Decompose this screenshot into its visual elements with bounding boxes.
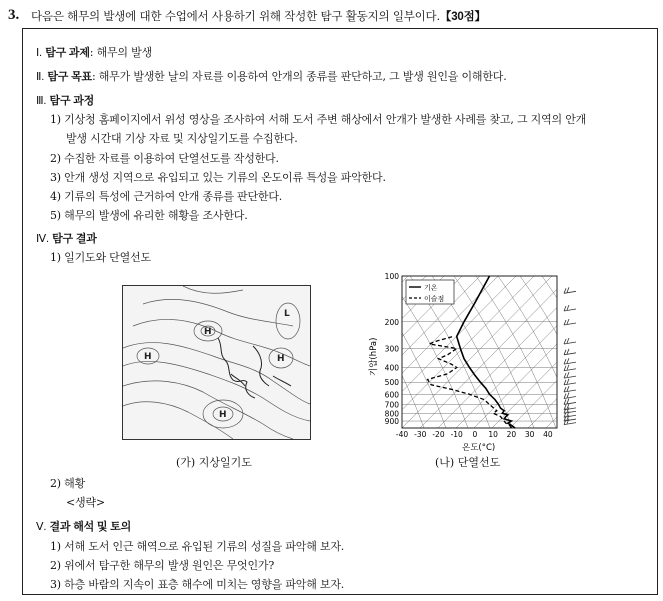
wind-barb [564, 358, 576, 364]
x-tick-label: 20 [506, 430, 517, 439]
wind-barb [564, 349, 576, 355]
x-tick-label: 10 [488, 430, 498, 439]
wind-barb [564, 386, 576, 392]
isotherm-line [582, 276, 598, 428]
wind-barb [564, 393, 576, 399]
y-tick-label: 400 [384, 363, 399, 373]
section-2-title: 탐구 목표 [47, 71, 92, 83]
section-1 [36, 44, 152, 60]
process-step-4: 4) 기류의 특성에 근거하여 안개 종류를 판단한다. [50, 190, 283, 203]
y-axis-label: 기압(hPa) [369, 337, 379, 376]
discussion-item-1: 1) 서해 도서 인근 해역으로 유입된 기류의 성질을 파악해 보자. [50, 540, 345, 553]
y-tick-label: 200 [384, 317, 399, 327]
isotherm-line [546, 276, 598, 428]
x-tick-label: 0 [472, 430, 478, 439]
wind-barb [564, 398, 576, 404]
diagram-caption: (나) 단열선도 [435, 456, 501, 469]
wind-barbs [564, 287, 576, 424]
x-tick-label: 40 [543, 430, 553, 439]
map-low-label: L [284, 309, 290, 319]
isotherm-line [564, 276, 598, 428]
x-tick-label: 30 [524, 430, 535, 439]
x-tick-label: -30 [414, 430, 427, 439]
isotherm-line [492, 276, 598, 428]
process-step-2: 2) 수집한 자료를 이용하여 단열선도를 작성한다. [50, 152, 279, 165]
section-3-number: Ⅲ. [36, 95, 47, 107]
discussion-item-3: 3) 하층 바람의 지속이 표층 해수에 미치는 영향을 파악해 보자. [50, 578, 345, 591]
map-high-label-2: H [144, 352, 152, 362]
map-caption: (가) 지상일기도 [176, 456, 252, 469]
section-4-title: 탐구 결과 [52, 233, 97, 245]
section-1-text: : 해무의 발생 [89, 46, 152, 59]
section-5 [36, 518, 131, 534]
y-tick-label: 600 [384, 390, 399, 400]
section-2-text: : 해무가 발생한 날의 자료를 이용하여 안개의 종류를 판단하고, 그 발생 원인을 이해한다. [91, 70, 507, 83]
wind-barb [564, 372, 576, 378]
process-step-3: 3) 안개 생성 지역으로 유입되고 있는 기류의 온도이류 특성을 파악한다. [50, 171, 386, 184]
map-high-label-4: H [219, 410, 227, 420]
wind-barb [564, 379, 576, 385]
section-1-title: 탐구 과제 [45, 47, 90, 59]
y-tick-label: 500 [384, 378, 399, 388]
adiabat-line [476, 276, 556, 428]
isotherm-line [358, 276, 408, 428]
isotherm-line [474, 276, 598, 428]
y-tick-label: 800 [384, 409, 399, 419]
map-high-label-3: H [277, 354, 285, 364]
x-tick-label: -40 [395, 430, 409, 439]
adiabat-line [454, 276, 534, 428]
section-2-number: Ⅱ. [36, 71, 45, 83]
process-step-5: 5) 해무의 발생에 유리한 해황을 조사한다. [50, 209, 248, 222]
legend-dewpoint: 이슬점 [424, 295, 445, 303]
question-points: 【30점】 [439, 11, 486, 23]
adiabat-line [520, 276, 598, 428]
section-1-number: Ⅰ. [36, 47, 42, 59]
legend-temperature: 기온 [424, 284, 438, 292]
question-stem-text: 다음은 해무의 발생에 대한 수업에서 사용하기 위해 작성한 탐구 활동지의 일부이다. [31, 9, 440, 23]
section-5-title: 결과 해석 및 토의 [49, 521, 132, 533]
section-3 [36, 92, 94, 108]
question-stem [31, 8, 486, 24]
discussion-item-2: 2) 위에서 탐구한 해무의 발생 원인은 무엇인가? [50, 559, 275, 572]
wind-barb [564, 305, 576, 311]
map-high-label-1: H [204, 327, 212, 337]
isotherm-line [510, 276, 598, 428]
wind-barb [564, 365, 576, 371]
x-tick-label: -20 [432, 430, 445, 439]
section-4 [36, 230, 97, 246]
surface-weather-map-drawing [123, 286, 310, 439]
result-item-2: 2) 해황 [50, 477, 86, 490]
y-tick-label: 900 [384, 417, 399, 427]
x-tick-label: -10 [450, 430, 463, 439]
section-4-number: Ⅳ. [36, 233, 49, 245]
wind-barb [564, 338, 576, 344]
result-item-1: 1) 일기도와 단열선도 [50, 251, 151, 264]
y-tick-label: 700 [384, 400, 399, 410]
x-axis-label: 온도(°C) [462, 443, 496, 453]
section-3-title: 탐구 과정 [49, 95, 95, 107]
adiabat-line [564, 276, 598, 428]
section-5-number: Ⅴ. [36, 521, 47, 533]
isotherm-line [528, 276, 598, 428]
y-tick-label: 100 [384, 272, 399, 281]
question-number: 3. [8, 7, 20, 23]
process-step-1-cont: 발생 시간대 기상 자료 및 지상일기도를 수집한다. [66, 132, 298, 145]
section-2 [36, 68, 507, 84]
result-item-2-omitted: <생략> [66, 496, 105, 509]
wind-barb [564, 287, 576, 293]
diagram-legend [406, 280, 454, 304]
surface-weather-map [122, 285, 311, 440]
wind-barb [564, 319, 576, 325]
temperature-profile-line [457, 276, 515, 428]
adiabat-line [586, 276, 598, 428]
y-tick-label: 300 [384, 344, 399, 354]
thermodynamic-diagram [358, 268, 598, 466]
process-step-1: 1) 기상청 홈페이지에서 위성 영상을 조사하여 서해 도서 주변 해상에서 안개가 발생한 사례를 찾고, 그 지역의 안개 [50, 113, 587, 126]
